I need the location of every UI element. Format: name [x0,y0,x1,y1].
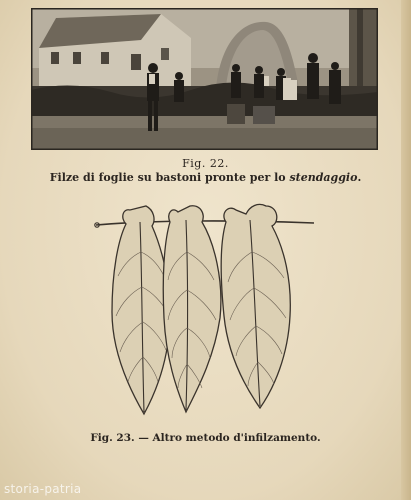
figure-22-text [0,171,411,185]
figure-22-number: Fig. 22. [182,157,229,170]
figure-22-caption [0,157,411,185]
leaf-2 [163,206,221,412]
photo-tobacco-drying [31,8,378,150]
watermark: storia-patria [4,482,82,496]
page-edge [401,0,411,500]
leaf-1 [112,206,170,414]
figure-22-caption-italic: stendaggio [289,171,358,184]
figure-23-caption: Fig. 23. — Altro metodo d'infilzamento. [90,432,321,444]
leaf-3 [221,204,290,408]
figure-22-caption-main: Filze di foglie su bastoni pronte per lo [49,171,286,184]
figure-22-caption-end: . [357,171,362,184]
illustration-tobacco-leaves [90,192,320,420]
